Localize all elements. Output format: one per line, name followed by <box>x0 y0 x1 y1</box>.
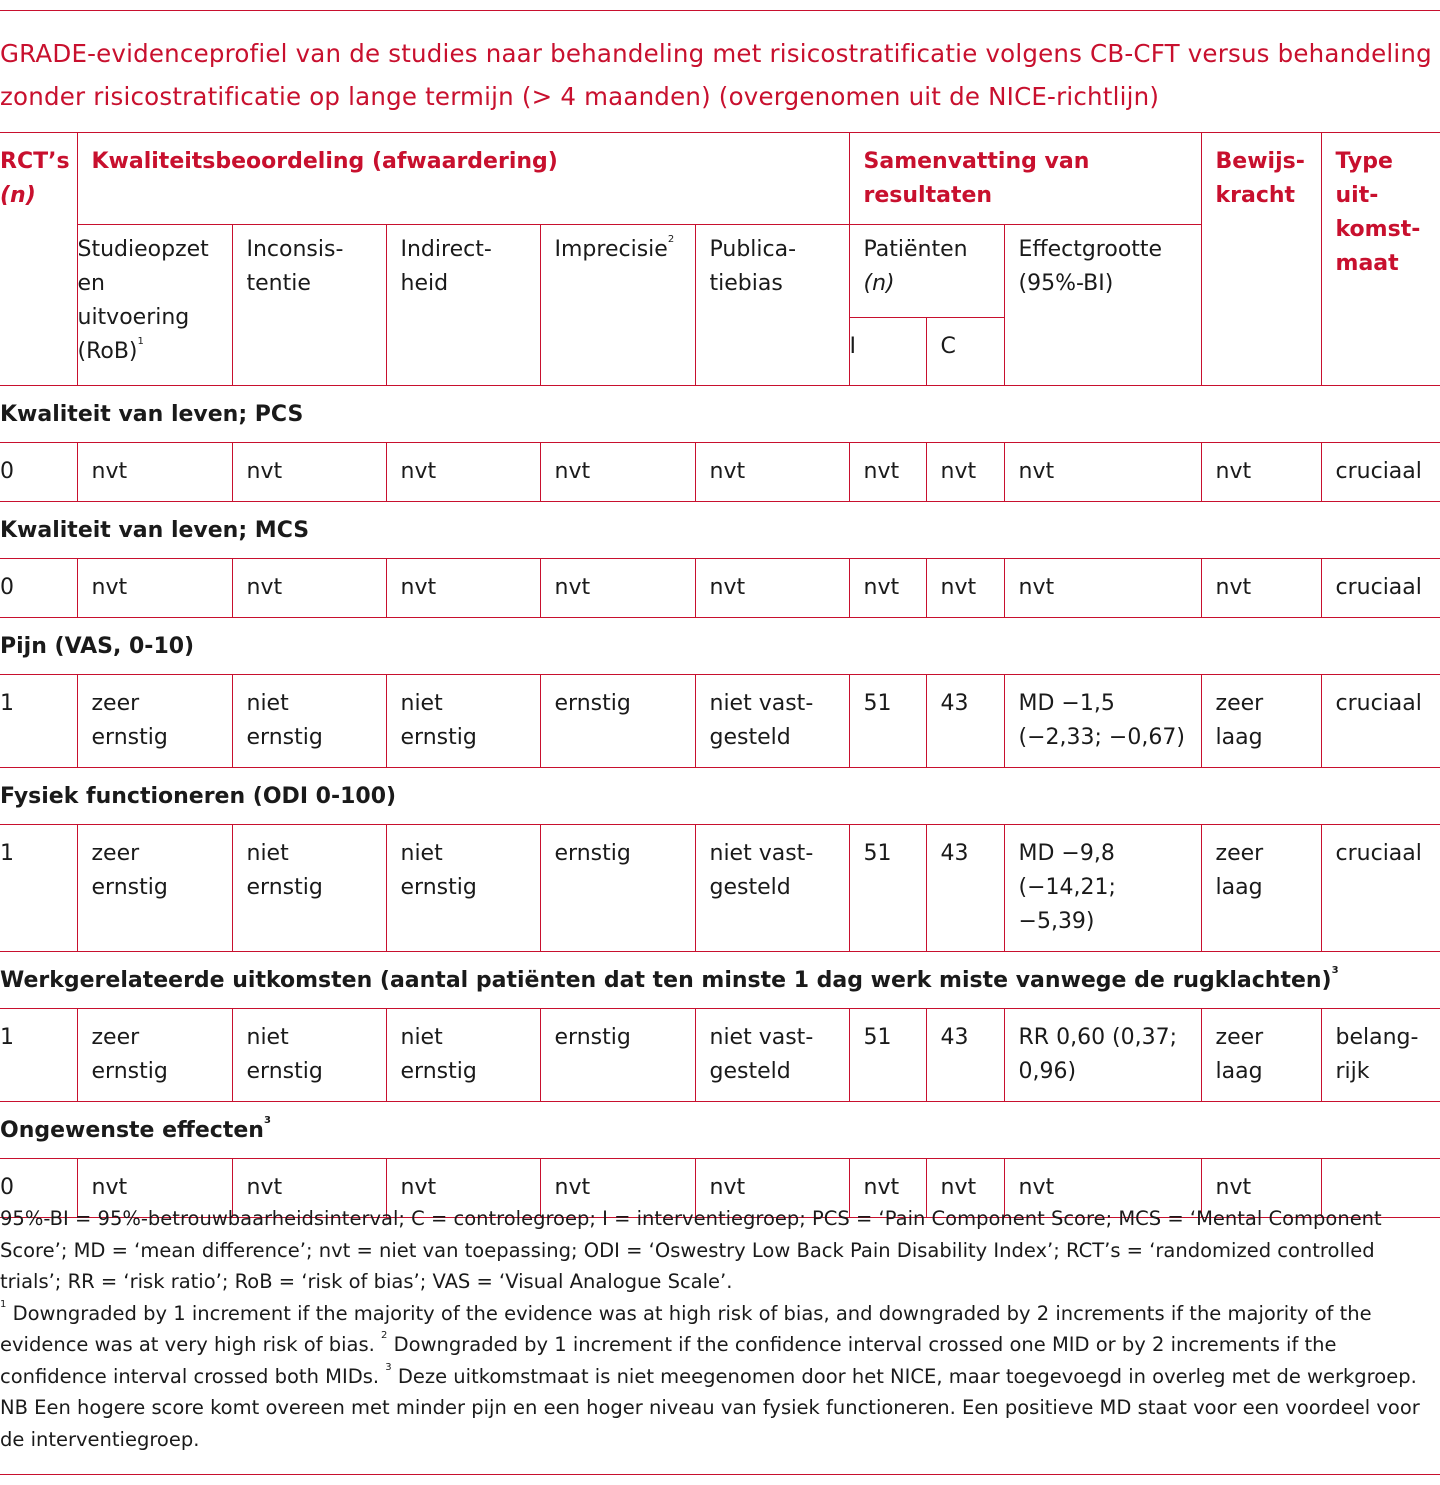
cell-outcome-type: cruciaal <box>1321 443 1440 502</box>
cell-rcts: 1 <box>0 825 77 952</box>
header-quality: Kwaliteitsbeoordeling (afwaardering) <box>77 133 849 225</box>
cell-rcts: 0 <box>0 443 77 502</box>
cell-patients-i: 51 <box>849 825 926 952</box>
cell-inconsistency: niet ernstig <box>232 825 386 952</box>
cell-indirectness: niet ernstig <box>386 1009 540 1102</box>
cell-rcts: 1 <box>0 1009 77 1102</box>
header-control: C <box>926 318 1004 386</box>
cell-publication-bias: niet vastgesteld <box>695 675 849 768</box>
top-rule <box>0 10 1440 11</box>
cell-inconsistency: nvt <box>232 559 386 618</box>
cell-inconsistency: niet ernstig <box>232 675 386 768</box>
table-row <box>0 825 1440 952</box>
cell-design: zeer ernstig <box>77 675 232 768</box>
cell-effect-size: nvt <box>1004 1159 1201 1218</box>
cell-patients-c: 43 <box>926 675 1004 768</box>
cell-rcts: 0 <box>0 559 77 618</box>
table-body <box>0 386 1440 1218</box>
header-intervention: I <box>849 318 926 386</box>
cell-patients-c: 43 <box>926 825 1004 952</box>
cell-indirectness: nvt <box>386 559 540 618</box>
cell-inconsistency: niet ernstig <box>232 1009 386 1102</box>
cell-effect-size: MD −1,5 (−2,33; −0,67) <box>1004 675 1201 768</box>
cell-publication-bias: niet vastgesteld <box>695 825 849 952</box>
header-type: Type uitkomstmaat <box>1321 133 1440 386</box>
cell-patients-i: nvt <box>849 559 926 618</box>
cell-imprecision: nvt <box>540 1159 695 1218</box>
section-title: Kwaliteit van leven; MCS <box>0 502 1440 559</box>
cell-imprecision: nvt <box>540 559 695 618</box>
cell-patients-i: 51 <box>849 1009 926 1102</box>
cell-design: nvt <box>77 559 232 618</box>
section-title: Fysiek functioneren (ODI 0-100) <box>0 768 1440 825</box>
abbreviations: 95%-BI = 95%-betrouwbaarheidsinterval; C = controlegroep; I = interventiegroep; PCS = ‘Pain Component Score; MCS = ‘Mental Component Score’; MD = ‘mean difference’; nvt = niet van toepassing; ODI = ‘Oswestry Low Back Pain Disability Index’; RCT’s = ‘randomized controlled trials’; RR = ‘risk ratio’; RoB = ‘risk of bias’; VAS = ‘Visual Analogue Scale’. <box>0 1207 1382 1293</box>
header-imprecision: Imprecisie$^2$ <box>540 225 695 386</box>
cell-evidence: nvt <box>1201 1159 1321 1218</box>
cell-evidence: zeer laag <box>1201 675 1321 768</box>
header-rcts: RCT’s (n) <box>0 133 77 386</box>
cell-publication-bias: nvt <box>695 1159 849 1218</box>
table-row <box>0 675 1440 768</box>
cell-patients-c: nvt <box>926 443 1004 502</box>
section-title: Ongewenste effecten$^3$ <box>0 1102 1440 1159</box>
table-row <box>0 1009 1440 1102</box>
cell-indirectness: niet ernstig <box>386 825 540 952</box>
cell-effect-size: nvt <box>1004 559 1201 618</box>
cell-rcts: 0 <box>0 1159 77 1218</box>
cell-publication-bias: niet vastgesteld <box>695 1009 849 1102</box>
section-title: Werkgerelateerde uitkomsten (aantal patiënten dat ten minste 1 dag werk miste vanwege de rugklachten)$^3$ <box>0 952 1440 1009</box>
cell-evidence: nvt <box>1201 559 1321 618</box>
cell-effect-size: MD −9,8 (−14,21; −5,39) <box>1004 825 1201 952</box>
cell-design: zeer ernstig <box>77 825 232 952</box>
cell-patients-i: 51 <box>849 675 926 768</box>
cell-outcome-type: cruciaal <box>1321 825 1440 952</box>
nb-note: NB Een hogere score komt overeen met minder pijn en een hoger niveau van fysiek functioneren. Een positieve MD staat voor een voordeel voor de interventiegroep. <box>0 1396 1420 1451</box>
header-design: Studieopzet en uitvoering (RoB)$^1$ <box>77 225 232 386</box>
cell-rcts: 1 <box>0 675 77 768</box>
footnote-3: Deze uitkomstmaat is niet meegenomen door het NICE, maar toegevoegd in overleg met de werkgroep. <box>391 1364 1417 1388</box>
cell-indirectness: niet ernstig <box>386 675 540 768</box>
table-row <box>0 443 1440 502</box>
section-title: Pijn (VAS, 0-10) <box>0 618 1440 675</box>
footnote-2: Downgraded by 1 increment if the confidence interval crossed one MID or by 2 increments if the confidence interval crossed both MIDs. <box>0 1333 1337 1388</box>
cell-design: nvt <box>77 1159 232 1218</box>
cell-patients-i: nvt <box>849 1159 926 1218</box>
header-summary: Samenvatting van resultaten <box>849 133 1201 225</box>
cell-outcome-type: cruciaal <box>1321 675 1440 768</box>
table-title: GRADE-evidenceprofiel van de studies naar behandeling met risicostratificatie volgens CB-CFT versus behandeling zonder risicostratificatie op lange termijn (> 4 maanden) (overgenomen uit de NICE-richtlijn) <box>0 39 1432 111</box>
table-row <box>0 559 1440 618</box>
cell-design: zeer ernstig <box>77 1009 232 1102</box>
cell-imprecision: ernstig <box>540 675 695 768</box>
footnote-1-mark: 1 <box>0 1298 7 1310</box>
cell-indirectness: nvt <box>386 1159 540 1218</box>
cell-publication-bias: nvt <box>695 443 849 502</box>
cell-inconsistency: nvt <box>232 443 386 502</box>
cell-indirectness: nvt <box>386 443 540 502</box>
header-effect-size: Effectgrootte (95%-BI) <box>1004 225 1201 386</box>
footnote-1: Downgraded by 1 increment if the majority of the evidence was at high risk of bias, and downgraded by 2 increments if the majority of the evidence was at very high risk of bias. <box>0 1301 1372 1356</box>
grade-evidence-table <box>0 132 1440 1218</box>
header-indirectness: Indirectheid <box>386 225 540 386</box>
footnote-3-mark: 3 <box>385 1361 392 1373</box>
cell-imprecision: ernstig <box>540 1009 695 1102</box>
footnote-2-mark: 2 <box>381 1330 388 1341</box>
cell-patients-c: 43 <box>926 1009 1004 1102</box>
section-title: Kwaliteit van leven; PCS <box>0 386 1440 443</box>
cell-design: nvt <box>77 443 232 502</box>
cell-inconsistency: nvt <box>232 1159 386 1218</box>
footnotes <box>0 1203 1440 1455</box>
bottom-rule <box>0 1474 1440 1475</box>
header-evidence: Bewijskracht <box>1201 133 1321 386</box>
header-publication-bias: Publicatiebias <box>695 225 849 386</box>
footnote-text <box>0 1298 1440 1393</box>
cell-imprecision: ernstig <box>540 825 695 952</box>
cell-effect-size: nvt <box>1004 443 1201 502</box>
header-patients: Patiënten (n) <box>849 225 1004 318</box>
cell-publication-bias: nvt <box>695 559 849 618</box>
cell-outcome-type: belangrijk <box>1321 1009 1440 1102</box>
cell-outcome-type: cruciaal <box>1321 559 1440 618</box>
cell-patients-c: nvt <box>926 559 1004 618</box>
cell-imprecision: nvt <box>540 443 695 502</box>
cell-evidence: nvt <box>1201 443 1321 502</box>
header-inconsistency: Inconsistentie <box>232 225 386 386</box>
cell-effect-size: RR 0,60 (0,37; 0,96) <box>1004 1009 1201 1102</box>
cell-patients-i: nvt <box>849 443 926 502</box>
cell-evidence: zeer laag <box>1201 1009 1321 1102</box>
cell-patients-c: nvt <box>926 1159 1004 1218</box>
cell-evidence: zeer laag <box>1201 825 1321 952</box>
